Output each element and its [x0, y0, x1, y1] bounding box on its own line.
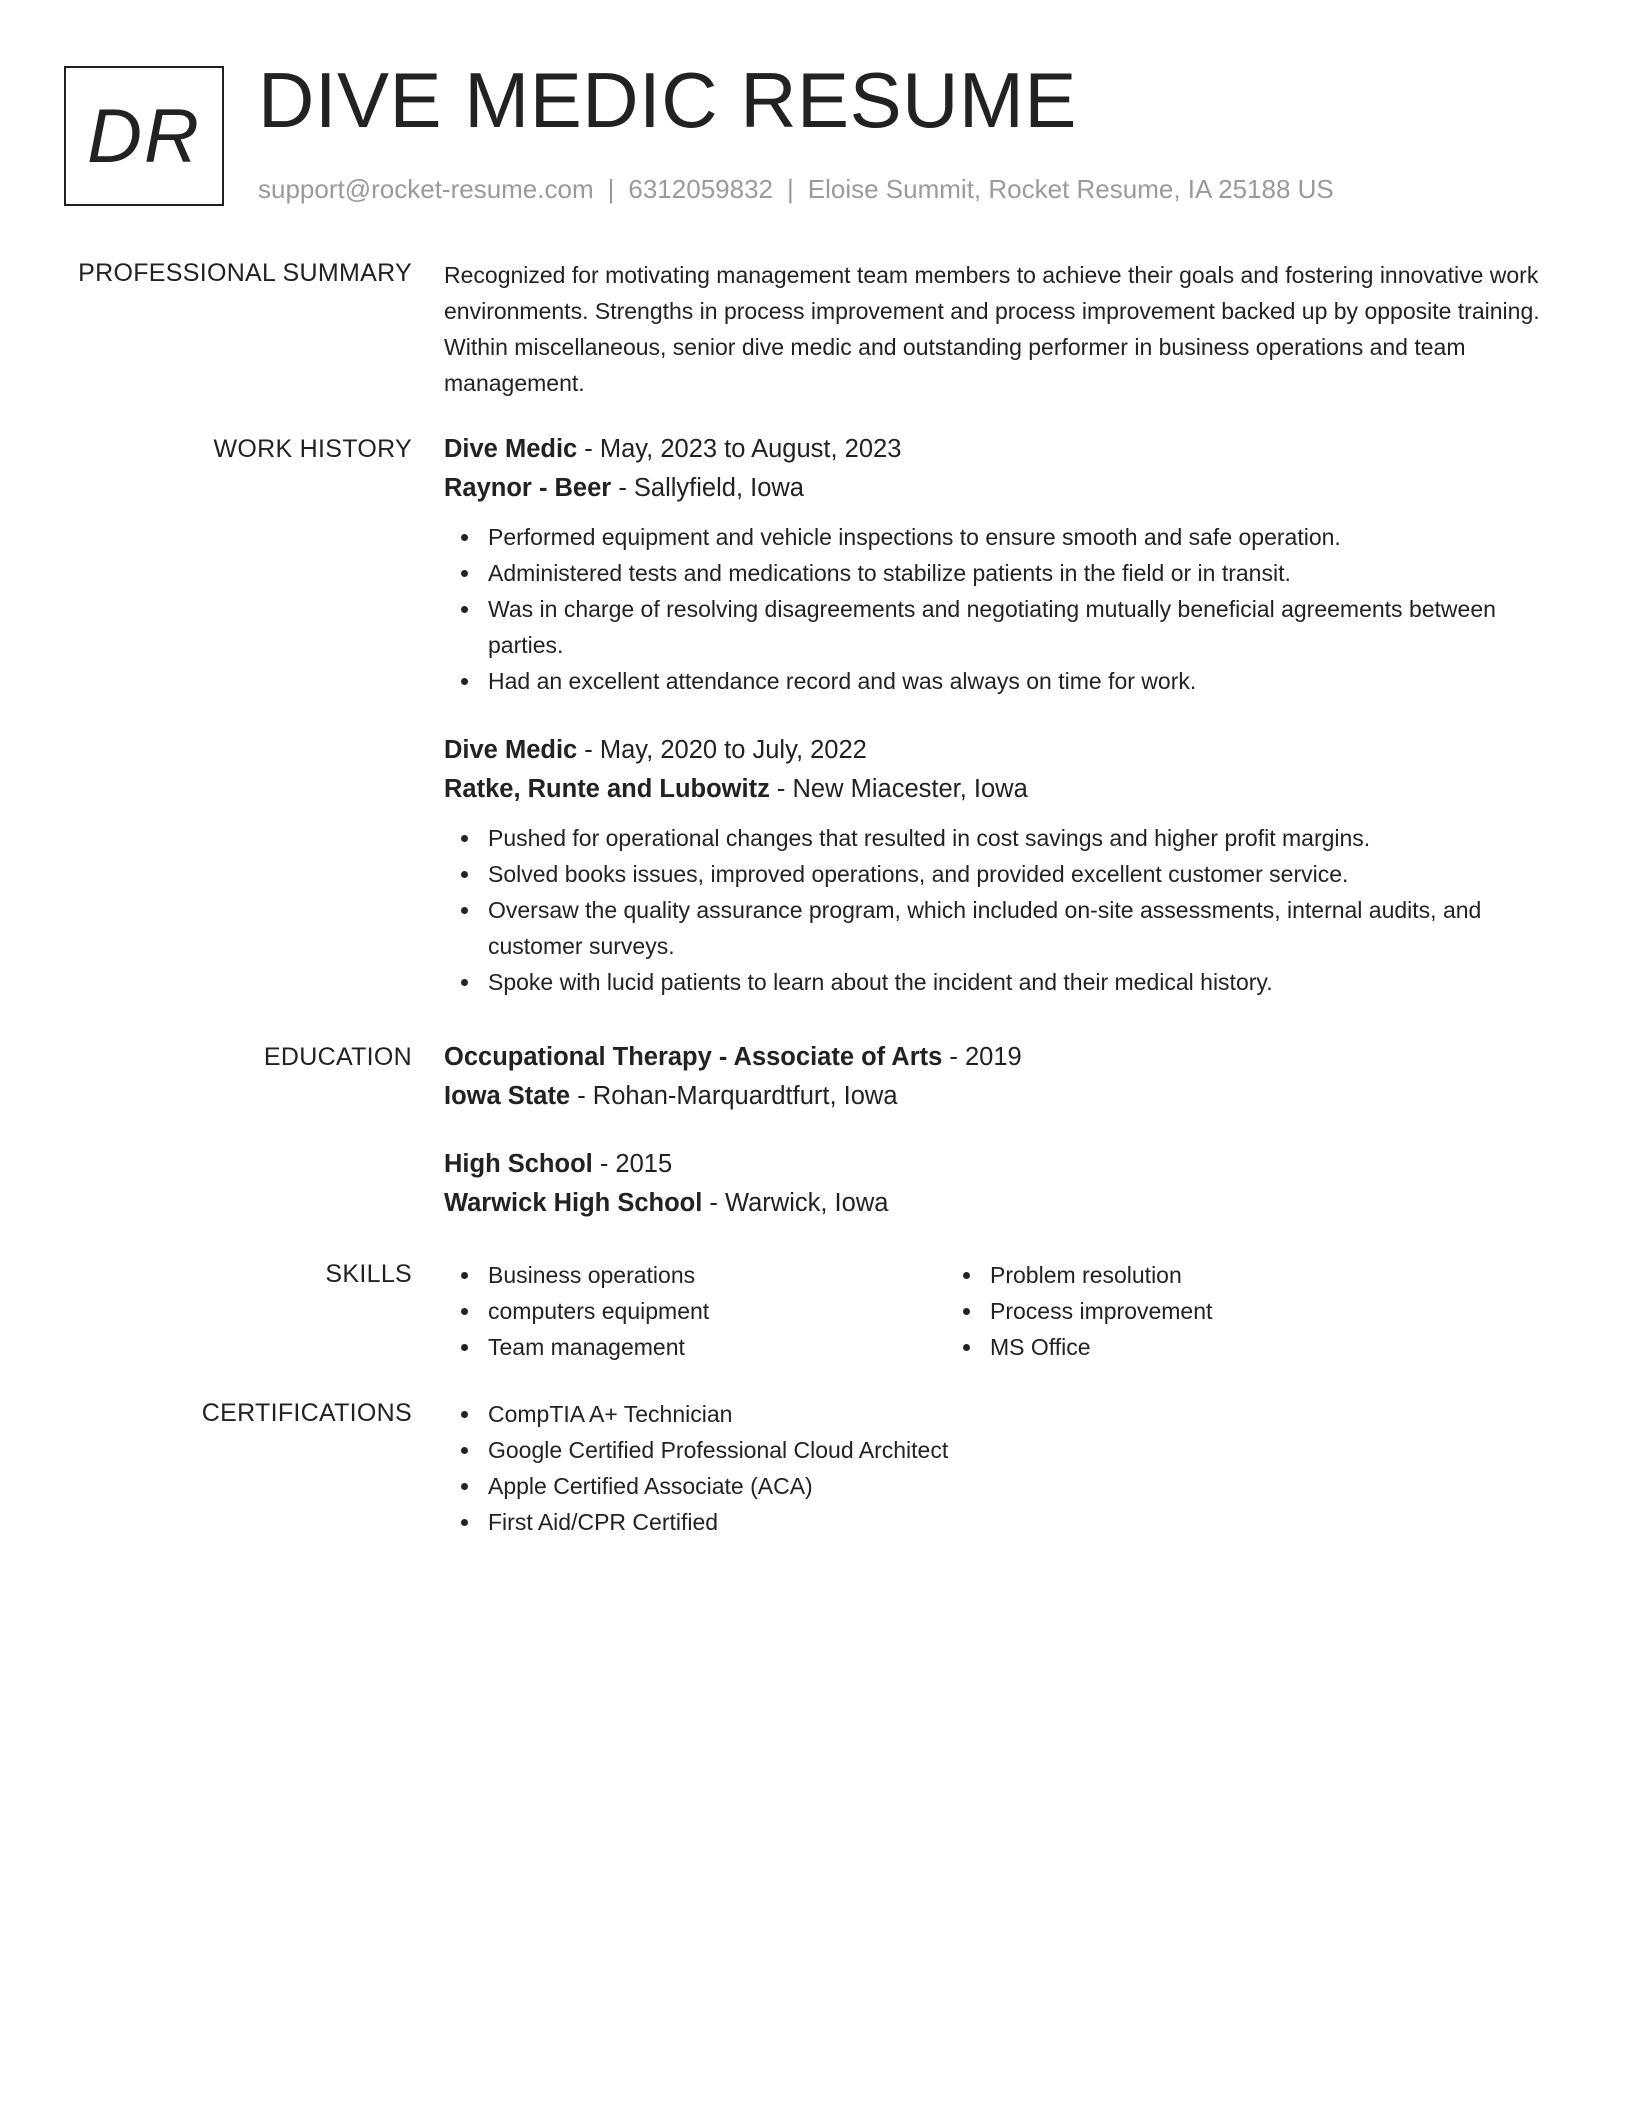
skill-item: Team management: [488, 1329, 946, 1365]
education-school-line: [444, 1079, 1556, 1113]
education-school: Warwick High School: [444, 1189, 703, 1217]
job-title: Dive Medic: [444, 435, 578, 463]
contact-address: Eloise Summit, Rocket Resume, IA 25188 US: [807, 174, 1334, 204]
job-entry: [444, 432, 1556, 699]
section-label-summary: PROFESSIONAL SUMMARY: [78, 259, 412, 287]
monogram-box: [64, 66, 224, 206]
education-degree: Occupational Therapy - Associate of Arts: [444, 1043, 943, 1071]
job-bullets: [444, 820, 1556, 1000]
skills-list-left: [444, 1257, 946, 1365]
education-degree-line: [444, 1147, 1556, 1181]
certifications-list: [444, 1396, 1556, 1540]
job-company-line: [444, 772, 1556, 806]
contact-email[interactable]: support@rocket-resume.com: [258, 174, 594, 204]
section-body-work-history: [444, 432, 1556, 1000]
job-bullet: Had an excellent attendance record and was always on time for work.: [488, 663, 1556, 699]
job-entry: [444, 733, 1556, 1000]
job-bullet: Solved books issues, improved operations, and provided excellent customer service.: [488, 856, 1556, 892]
job-title-line: [444, 432, 1556, 466]
contact-separator: |: [787, 174, 794, 204]
education-school-line: [444, 1186, 1556, 1220]
skill-item: Business operations: [488, 1257, 946, 1293]
section-body-education: [444, 1040, 1556, 1220]
skill-item: Problem resolution: [990, 1257, 1492, 1293]
job-bullets: [444, 519, 1556, 699]
education-entry: [444, 1147, 1556, 1220]
education-year: - 2019: [942, 1043, 1022, 1071]
section-label-work-history: WORK HISTORY: [213, 435, 412, 463]
section-label-certifications: CERTIFICATIONS: [201, 1399, 412, 1427]
job-bullet: Administered tests and medications to stabilize patients in the field or in transit.: [488, 555, 1556, 591]
resume-title: DIVE MEDIC RESUME: [258, 56, 1077, 144]
certification-item: Google Certified Professional Cloud Architect: [488, 1432, 1556, 1468]
job-location: - New Miacester, Iowa: [769, 775, 1028, 803]
job-title: Dive Medic: [444, 736, 578, 764]
monogram-initials: DR: [87, 93, 201, 179]
job-bullet: Performed equipment and vehicle inspections to ensure smooth and safe operation.: [488, 519, 1556, 555]
section-body-summary: [444, 257, 1556, 401]
certification-item: First Aid/CPR Certified: [488, 1504, 1556, 1540]
job-bullet: Spoke with lucid patients to learn about the incident and their medical history.: [488, 964, 1556, 1000]
skill-item: Process improvement: [990, 1293, 1492, 1329]
job-company: Raynor - Beer: [444, 474, 612, 502]
certification-item: Apple Certified Associate (ACA): [488, 1468, 1556, 1504]
section-label-skills: SKILLS: [325, 1260, 412, 1288]
education-school: Iowa State: [444, 1082, 571, 1110]
skill-item: computers equipment: [488, 1293, 946, 1329]
education-degree: High School: [444, 1150, 593, 1178]
section-label-education: EDUCATION: [263, 1043, 412, 1071]
job-bullet: Pushed for operational changes that resulted in cost savings and higher profit margins.: [488, 820, 1556, 856]
contact-line: [258, 172, 1334, 206]
job-dates: - May, 2020 to July, 2022: [577, 736, 867, 764]
job-bullet: Was in charge of resolving disagreements and negotiating mutually beneficial agreements between parties.: [488, 591, 1556, 663]
skills-columns: [444, 1257, 1556, 1365]
job-company: Ratke, Runte and Lubowitz: [444, 775, 770, 803]
contact-separator: |: [607, 174, 615, 204]
job-location: - Sallyfield, Iowa: [611, 474, 804, 502]
job-company-line: [444, 471, 1556, 505]
job-dates: - May, 2023 to August, 2023: [577, 435, 902, 463]
education-location: - Rohan-Marquardtfurt, Iowa: [570, 1082, 898, 1110]
job-title-line: [444, 733, 1556, 767]
skills-list-right: [946, 1257, 1492, 1365]
certification-item: CompTIA A+ Technician: [488, 1396, 1556, 1432]
education-degree-line: [444, 1040, 1556, 1074]
education-entry: [444, 1040, 1556, 1113]
job-bullet: Oversaw the quality assurance program, which included on-site assessments, internal audits, and customer surveys.: [488, 892, 1556, 964]
contact-phone[interactable]: 6312059832: [628, 174, 773, 204]
section-body-skills: [444, 1257, 1556, 1365]
summary-text: Recognized for motivating management team members to achieve their goals and fostering innovative work environments. Strengths in process improvement and process improvement backed up by opposite training. Within miscellaneous, senior dive medic and outstanding performer in business operations and team management.: [444, 262, 1540, 396]
education-year: - 2015: [592, 1150, 673, 1178]
skill-item: MS Office: [990, 1329, 1492, 1365]
education-location: - Warwick, Iowa: [702, 1189, 889, 1217]
section-body-certifications: [444, 1396, 1556, 1540]
